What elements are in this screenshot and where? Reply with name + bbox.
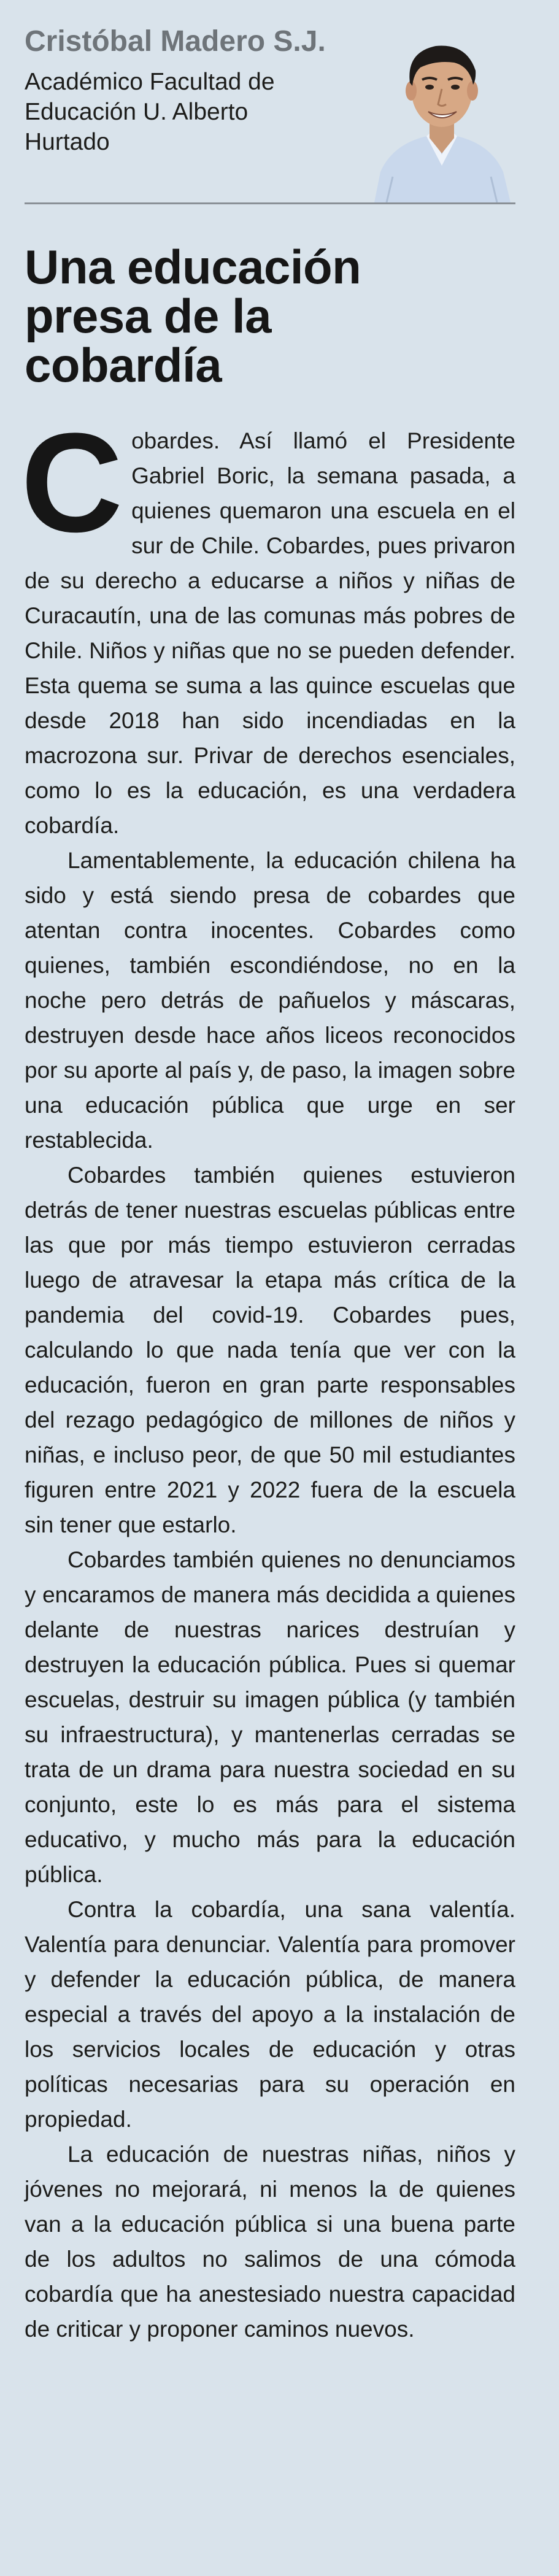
article-body xyxy=(21,404,515,2347)
headline-line: Una educación xyxy=(25,240,361,294)
headline-line: cobardía xyxy=(25,338,222,392)
author-portrait-image xyxy=(368,18,515,202)
author-role-line: Hurtado xyxy=(25,129,110,155)
author-role-line: Educación U. Alberto xyxy=(25,99,249,125)
author-block xyxy=(25,25,344,157)
body-paragraph: La educación de nuestras niñas, niños y jóvenes no mejorará, ni menos la de quienes van a la educación pública si una buena parte de los adultos no salimos de una cómoda cobardía que ha anestesiado nuestra capacidad de criticar y proponer caminos nuevos. xyxy=(25,2142,515,2342)
body-paragraph xyxy=(21,404,515,843)
paragraph-text: obardes. Así llamó el Presidente Gabriel Boric, la semana pasada, a quienes quemaron una escuela en el sur de Chile. Cobardes, pues privaron de su derecho a educarse a niños y niñas de Curacautín, una de las comunas más pobres de Chile. Niños y niñas que no se pueden defender. Esta quema se suma a las quince escuelas que desde 2018 han sido incendiadas en la macrozona sur. Privar de derechos esenciales, como lo es la educación, es una verdadera cobardía. xyxy=(25,428,515,838)
body-paragraph: Lamentablemente, la educación chilena ha sido y está siendo presa de cobardes que atentan contra inocentes. Cobardes como quienes, también escondiéndose, no en la noche pero detrás de pañuelos y máscaras, destruyen desde hace años liceos reconocidos por su aporte al país y, de paso, la imagen sobre una educación pública que urge en ser restablecida. xyxy=(25,848,515,1153)
body-paragraph: Contra la cobardía, una sana valentía. Valentía para denunciar. Valentía para promover y defender la educación pública, de manera especial a través del apoyo a la instalación de los servicios locales de educación y otras políticas necesarias para su operación en propiedad. xyxy=(25,1897,515,2132)
header-divider xyxy=(25,202,515,204)
author-role xyxy=(25,67,319,157)
author-role-line: Académico Facultad de xyxy=(25,69,275,95)
author-photo xyxy=(368,18,515,202)
author-name: Cristóbal Madero S.J. xyxy=(25,25,326,58)
body-paragraph: Cobardes también quienes estuvieron detrás de tener nuestras escuelas públicas entre las que por más tiempo estuvieron cerradas luego de atravesar la etapa más crítica de la pandemia del covid-19. Cobardes pues, calculando lo que nada tenía que ver con la educación, fueron en gran parte responsables del rezago pedagógico de millones de niños y niñas, e incluso peor, de que 50 mil estudiantes figuren entre 2021 y 2022 fuera de la escuela sin tener que estarlo. xyxy=(25,1163,515,1537)
body-paragraph: Cobardes también quienes no denunciamos y encaramos de manera más decidida a quienes delante de nuestras narices destruían y destruyen la educación pública. Pues si quemar escuelas, destruir su imagen pública (y también su infraestructura), y mantenerlas cerradas se trata de un drama para nuestra sociedad en su conjunto, este lo es más para el sistema educativo, y mucho más para la educación pública. xyxy=(25,1547,515,1887)
drop-cap: C xyxy=(21,404,123,561)
headline-line: presa de la xyxy=(25,289,272,343)
article-headline xyxy=(25,242,515,390)
